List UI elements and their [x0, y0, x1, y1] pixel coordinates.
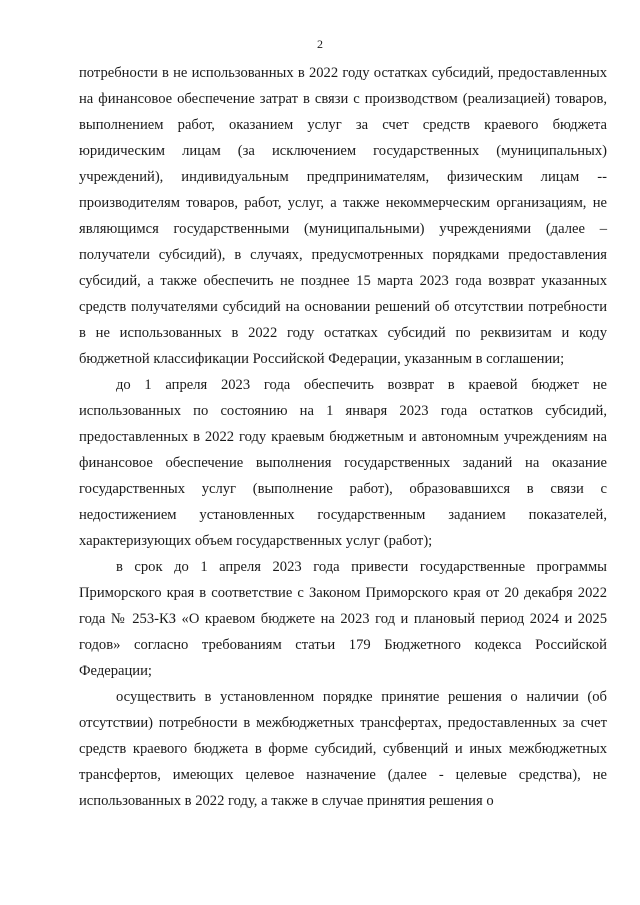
paragraph-transfers-decision: осуществить в установленном порядке принятие решения о наличии (об отсутствии) потребности в межбюджетных трансфертах, предоставленных за счет средств краевого бюджета в форме субсидий, субвенций и иных межбюджетных трансфертов, имеющих целевое назначение (далее - целевые средства), не использованных в 2022 году, а также в случае принятия решения о	[79, 689, 607, 809]
paragraph-return-deadline: до 1 апреля 2023 года обеспечить возврат в краевой бюджет не использованных по состоянию на 1 января 2023 года остатков субсидий, предоставленных в 2022 году краевым бюджетным и автономным учреждениям на финансовое обеспечение выполнения государственных заданий на оказание государственных услуг (выполнение работ), образовавшихся в связи с недостижением установленных государственным заданием показателей, характеризующих объем государственных услуг (работ);	[79, 377, 607, 549]
page-number: 2	[317, 37, 323, 51]
paragraph-continuation: потребности в не использованных в 2022 году остатках субсидий, предоставленных на финансовое обеспечение затрат в связи с производством (реализацией) товаров, выполнением работ, оказанием услуг за счет средств краевого бюджета юридическим лицам (за исключением государственных (муниципальных) учреждений), индивидуальным предпринимателям, физическим лицам -- производителям товаров, работ, услуг, а также некоммерческим организациям, не являющимся государственными (муниципальными) учреждениями (далее – получатели субсидий), в случаях, предусмотренных порядками предоставления субсидий, а также обеспечить не позднее 15 марта 2023 года возврат указанных средств получателями субсидий на основании решений об отсутствии потребности в не использованных в 2022 году остатках субсидий по реквизитам и коду бюджетной классификации Российской Федерации, указанным в соглашении;	[79, 65, 607, 367]
document-body	[79, 60, 607, 814]
paragraph-state-programs: в срок до 1 апреля 2023 года привести государственные программы Приморского края в соответствие с Законом Приморского края от 20 декабря 2022 года № 253-КЗ «О краевом бюджете на 2023 год и плановый период 2024 и 2025 годов» согласно требованиям статьи 179 Бюджетного кодекса Российской Федерации;	[79, 559, 607, 679]
